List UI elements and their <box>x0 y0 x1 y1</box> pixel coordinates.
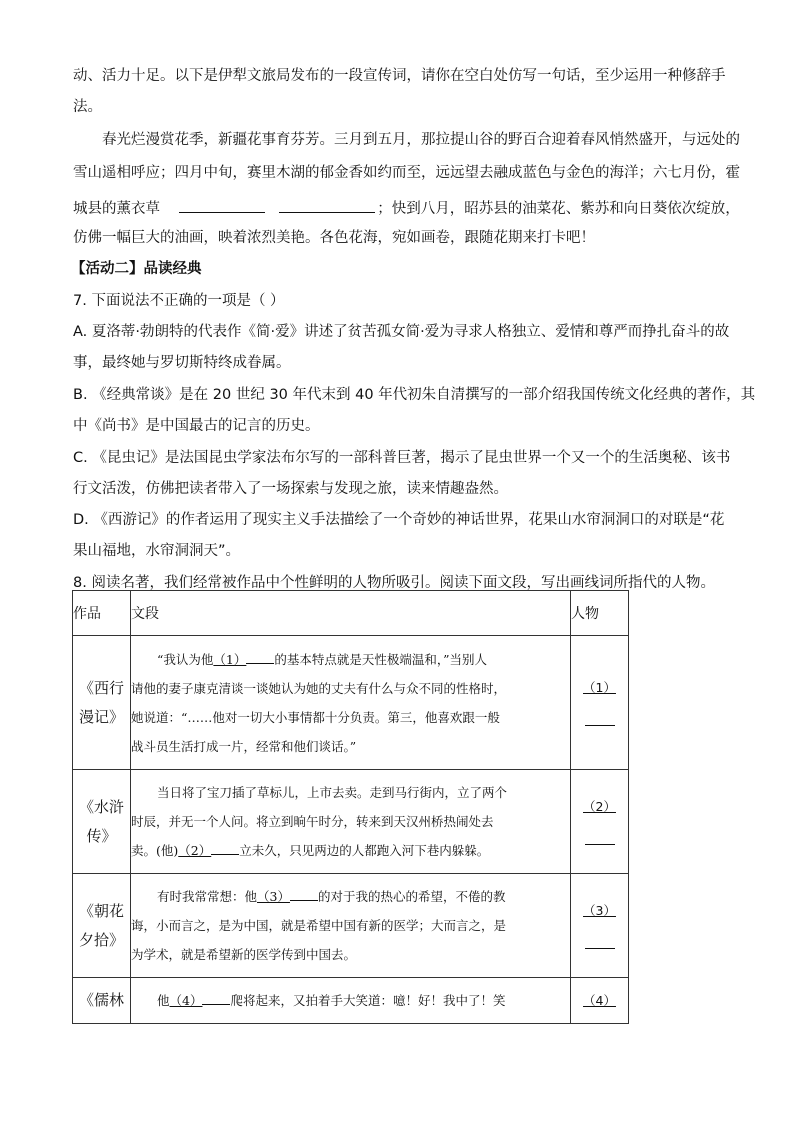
passage-cell <box>131 874 571 978</box>
passage-line <box>131 986 570 1015</box>
passage-cell <box>131 978 571 1024</box>
q7-option-c-line-1: C. 《昆虫记》是法国昆虫学家法布尔写的一部科普巨著，揭示了昆虫世界一个又一个的生活奥秘、该书 <box>73 450 731 466</box>
q7-option-a-line-1: A. 夏洛蒂·勃朗特的代表作《简·爱》讲述了贫苦孤女简·爱为寻求人格独立、爱情和尊严而挣扎奋斗的故 <box>73 324 730 340</box>
passage-line-2: 雪山遥相呼应；四月中旬，赛里木湖的郁金香如约而至，远远望去融成蓝色与金色的海洋；六七月份，霍 <box>73 165 740 181</box>
underlined-marker: （3） <box>257 889 290 904</box>
underlined-marker: （1） <box>213 651 247 667</box>
blank-2[interactable] <box>279 196 375 213</box>
answer-marker: （1） <box>583 679 616 695</box>
underline-fill <box>246 651 274 664</box>
passage-text: 爬将起来，又拍着手大笑道：噫！好！我中了！笑 <box>230 993 506 1008</box>
passage-line: 当日将了宝刀插了草标儿，上市去卖。走到马行街内，立了两个 <box>157 785 508 800</box>
header-passage: 文段 <box>131 591 571 636</box>
work-title-line: 传》 <box>86 826 117 845</box>
answer-cell[interactable] <box>571 874 629 978</box>
passage-line: 诲，小而言之，是为中国，就是希望中国有新的医学；大而言之，是 <box>131 918 507 933</box>
passage-line <box>131 836 570 865</box>
underline-fill <box>202 992 230 1005</box>
answer-marker: （2） <box>583 798 616 814</box>
table-row <box>73 770 629 874</box>
table-row <box>73 978 629 1024</box>
q7-option-d-line-1: D. 《西游记》的作者运用了现实主义手法描绘了一个奇妙的神话世界，花果山水帘洞洞口的对联是“花 <box>73 512 725 528</box>
answer-cell[interactable] <box>571 636 629 770</box>
passage-cell <box>131 770 571 874</box>
q7-option-b-line-1: B. 《经典常谈》是在 20 世纪 30 年代末到 40 年代初朱自清撰写的一部介绍我国传统文化经典的著作，其 <box>73 387 756 403</box>
passage-line-4: 仿佛一幅巨大的油画，映着浓烈美艳。各色花海，宛如画卷，跟随花期来打卡吧！ <box>73 230 595 246</box>
work-title-line: 《朝花 <box>78 901 124 920</box>
passage-text: 有时我常常想：他 <box>157 889 258 904</box>
q8-stem: 8. 阅读名著，我们经常被作品中个性鲜明的人物所吸引。阅读下面文段，写出画线词所指代的人物。 <box>73 575 715 591</box>
passage-line: 请他的妻子康克清谈一谈她认为她的丈夫有什么与众不同的性格时， <box>131 680 507 696</box>
work-title-line: 夕拾》 <box>78 930 124 949</box>
work-title <box>73 636 131 770</box>
answer-cell[interactable] <box>571 770 629 874</box>
passage-text: 他 <box>157 993 170 1008</box>
table-row <box>73 874 629 978</box>
underline-fill <box>211 842 239 855</box>
passage-line: 战斗员生活打成一片，经常和他们谈话。” <box>131 738 357 754</box>
underlined-marker: （2） <box>178 843 212 858</box>
passage-line: 为学术，就是希望新的医学传到中国去。 <box>131 947 357 962</box>
passage-text: 卖。(他) <box>131 843 179 858</box>
passage-text: “我认为他 <box>157 651 214 667</box>
passage-line-3 <box>73 196 740 219</box>
passage-cell <box>131 636 571 770</box>
section-heading: 【活动二】品读经典 <box>71 260 202 277</box>
answer-blank[interactable] <box>585 830 615 845</box>
header-work: 作品 <box>73 591 131 636</box>
passage-text: 的对于我的热心的希望，不倦的教 <box>317 889 506 904</box>
intro-line-2: 法。 <box>73 99 102 115</box>
answer-marker: （3） <box>583 902 616 918</box>
passage-line: 她说道：“……他对一切大小事情都十分负责。第三，他喜欢跟一般 <box>131 709 500 725</box>
header-person: 人物 <box>571 591 629 636</box>
work-title-line: 《水浒 <box>78 797 124 816</box>
blank-1[interactable] <box>179 196 265 213</box>
table-header-row <box>73 591 629 636</box>
answer-blank[interactable] <box>585 934 615 949</box>
work-title <box>73 874 131 978</box>
passage-text: 的基本特点就是天性极端温和，”当别人 <box>274 651 487 667</box>
q7-option-b-line-2: 中《尚书》是中国最古的记言的历史。 <box>73 418 320 434</box>
q8-table <box>72 590 629 1024</box>
underline-fill <box>290 888 318 901</box>
table-row <box>73 636 629 770</box>
underlined-marker: （4） <box>169 993 203 1008</box>
passage-line-3-end: ；快到八月，昭苏县的油菜花、紫苏和向日葵依次绽放， <box>377 201 740 217</box>
passage-line <box>131 882 570 911</box>
passage-line <box>131 645 570 674</box>
work-title-line: 漫记》 <box>78 707 124 726</box>
passage-line-3-start: 城县的薰衣草 <box>73 201 160 217</box>
answer-blank[interactable] <box>585 711 615 726</box>
intro-line-1: 动、活力十足。以下是伊犁文旅局发布的一段宣传词，请你在空白处仿写一句话，至少运用一种修辞手 <box>73 68 726 84</box>
work-title-line: 《西行 <box>78 678 124 697</box>
answer-cell[interactable] <box>571 978 629 1024</box>
q7-option-c-line-2: 行文活泼，仿佛把读者带入了一场探索与发现之旅，读来情趣盎然。 <box>73 481 508 497</box>
answer-marker: （4） <box>583 993 616 1008</box>
passage-text: 立未久，只见两边的人都跑入河下巷内躲躲。 <box>239 843 490 858</box>
passage-line-1: 春光烂漫赏花季，新疆花事育芬芳。三月到五月，那拉提山谷的野百合迎着春风悄然盛开，与远处的 <box>102 132 740 148</box>
q7-option-a-line-2: 事，最终她与罗切斯特终成眷属。 <box>73 355 291 371</box>
passage-line: 时辰，并无一个人问。将立到晌午时分，转来到天汉州桥热闹处去 <box>131 814 494 829</box>
work-title-line: 《儒林 <box>78 991 124 1009</box>
q7-option-d-line-2: 果山福地，水帘洞洞天”。 <box>73 543 241 559</box>
work-title <box>73 770 131 874</box>
q7-stem: 7. 下面说法不正确的一项是（ ） <box>73 293 285 309</box>
work-title <box>73 978 131 1024</box>
